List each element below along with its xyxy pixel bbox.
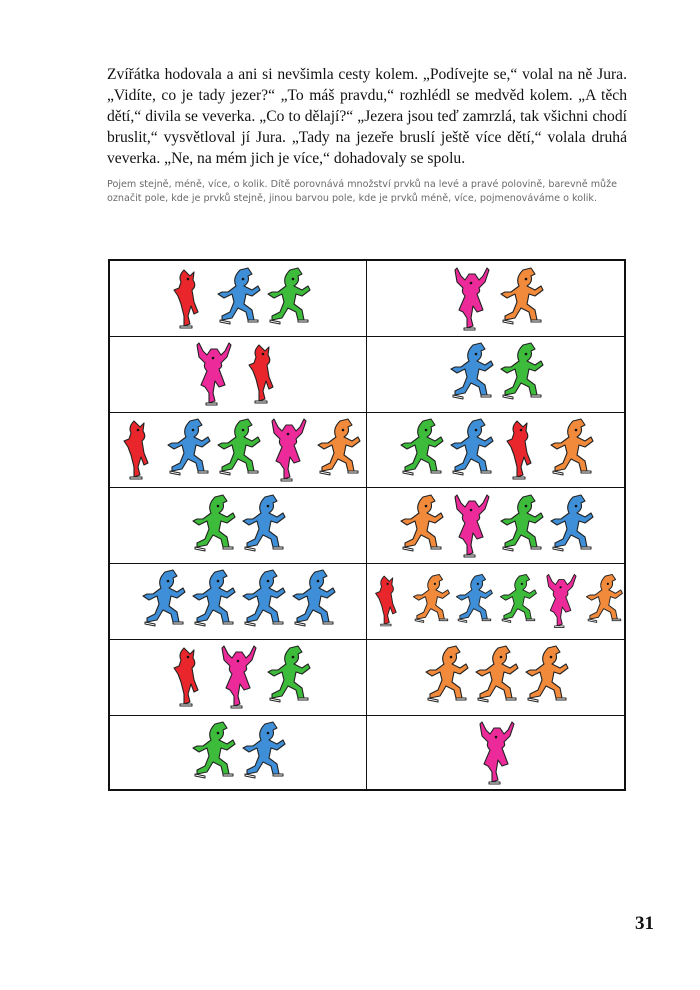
green-skater-child xyxy=(214,417,262,483)
left-cell[interactable] xyxy=(110,412,367,487)
green-skater-child xyxy=(264,266,312,332)
right-cell[interactable] xyxy=(367,564,624,639)
page-number: 31 xyxy=(635,913,654,934)
left-cell[interactable] xyxy=(110,337,367,412)
green-skater-child xyxy=(189,493,237,559)
orange-skater-child xyxy=(547,417,595,483)
comparison-grid xyxy=(108,259,626,791)
story-paragraph: Zvířátka hodovala a ani si nevšimla cesty kolem. „Podívejte se,“ volal na ně Jura. „Vidíte, co je tady jezer?“ „To máš pravdu,“ rozhlédl se medvěd kolem. „A těch dětí,“ divila se veverka. „Co to dělají?“ „Jezera jsou teď zamrzlá, tak všichni chodí bruslit,“ vysvětloval jí Jura. „Tady na jezeře bruslí ještě více dětí,“ volala druhá veverka. „Ne, na mém jich je více,“ dohadovaly se spolu. xyxy=(107,66,627,167)
left-cell[interactable] xyxy=(110,715,367,791)
blue-skater-child xyxy=(214,266,262,332)
pink-skater-child xyxy=(447,266,495,332)
right-cell[interactable] xyxy=(367,715,624,791)
left-cell[interactable] xyxy=(110,488,367,563)
orange-skater-child xyxy=(472,644,520,710)
blue-skater-child xyxy=(453,568,494,634)
green-skater-child xyxy=(189,720,237,786)
right-cell[interactable] xyxy=(367,337,624,412)
grid-row xyxy=(110,488,624,564)
green-skater-child xyxy=(397,417,445,483)
red-skater-child xyxy=(239,341,287,407)
blue-skater-child xyxy=(189,568,237,634)
green-skater-child xyxy=(497,493,545,559)
red-skater-child xyxy=(164,266,212,332)
grid-row xyxy=(110,564,624,640)
orange-skater-child xyxy=(314,417,362,483)
grid-row xyxy=(110,640,624,716)
left-cell[interactable] xyxy=(110,640,367,715)
pink-skater-child xyxy=(264,417,312,483)
blue-skater-child xyxy=(289,568,337,634)
red-skater-child xyxy=(114,417,162,483)
orange-skater-child xyxy=(583,568,624,634)
blue-skater-child xyxy=(447,417,495,483)
orange-skater-child xyxy=(497,266,545,332)
pink-skater-child xyxy=(540,568,581,634)
red-skater-child xyxy=(164,644,212,710)
right-cell[interactable] xyxy=(367,412,624,487)
blue-skater-child xyxy=(239,568,287,634)
green-skater-child xyxy=(497,568,538,634)
pink-skater-child xyxy=(447,493,495,559)
right-cell[interactable] xyxy=(367,640,624,715)
orange-skater-child xyxy=(522,644,570,710)
pink-skater-child xyxy=(189,341,237,407)
orange-skater-child xyxy=(397,493,445,559)
blue-skater-child xyxy=(164,417,212,483)
green-skater-child xyxy=(497,341,545,407)
orange-skater-child xyxy=(422,644,470,710)
grid-row xyxy=(110,715,624,791)
right-cell[interactable] xyxy=(367,261,624,336)
green-skater-child xyxy=(264,644,312,710)
pink-skater-child xyxy=(472,720,520,786)
grid-row xyxy=(110,337,624,413)
red-skater-child xyxy=(367,568,408,634)
blue-skater-child xyxy=(447,341,495,407)
instruction-note: Pojem stejně, méně, více, o kolik. Dítě porovnává množství prvků na levé a pravé polovině, barevně může označit pole, kde je prvků stejně, jinou barvou pole, kde je prvků méně, více, pojmenováváme o kolik. xyxy=(107,179,618,204)
grid-row xyxy=(110,412,624,488)
blue-skater-child xyxy=(239,493,287,559)
orange-skater-child xyxy=(410,568,451,634)
right-cell[interactable] xyxy=(367,488,624,563)
red-skater-child xyxy=(497,417,545,483)
left-cell[interactable] xyxy=(110,564,367,639)
left-cell[interactable] xyxy=(110,261,367,336)
blue-skater-child xyxy=(139,568,187,634)
blue-skater-child xyxy=(239,720,287,786)
grid-row xyxy=(110,261,624,337)
blue-skater-child xyxy=(547,493,595,559)
pink-skater-child xyxy=(214,644,262,710)
